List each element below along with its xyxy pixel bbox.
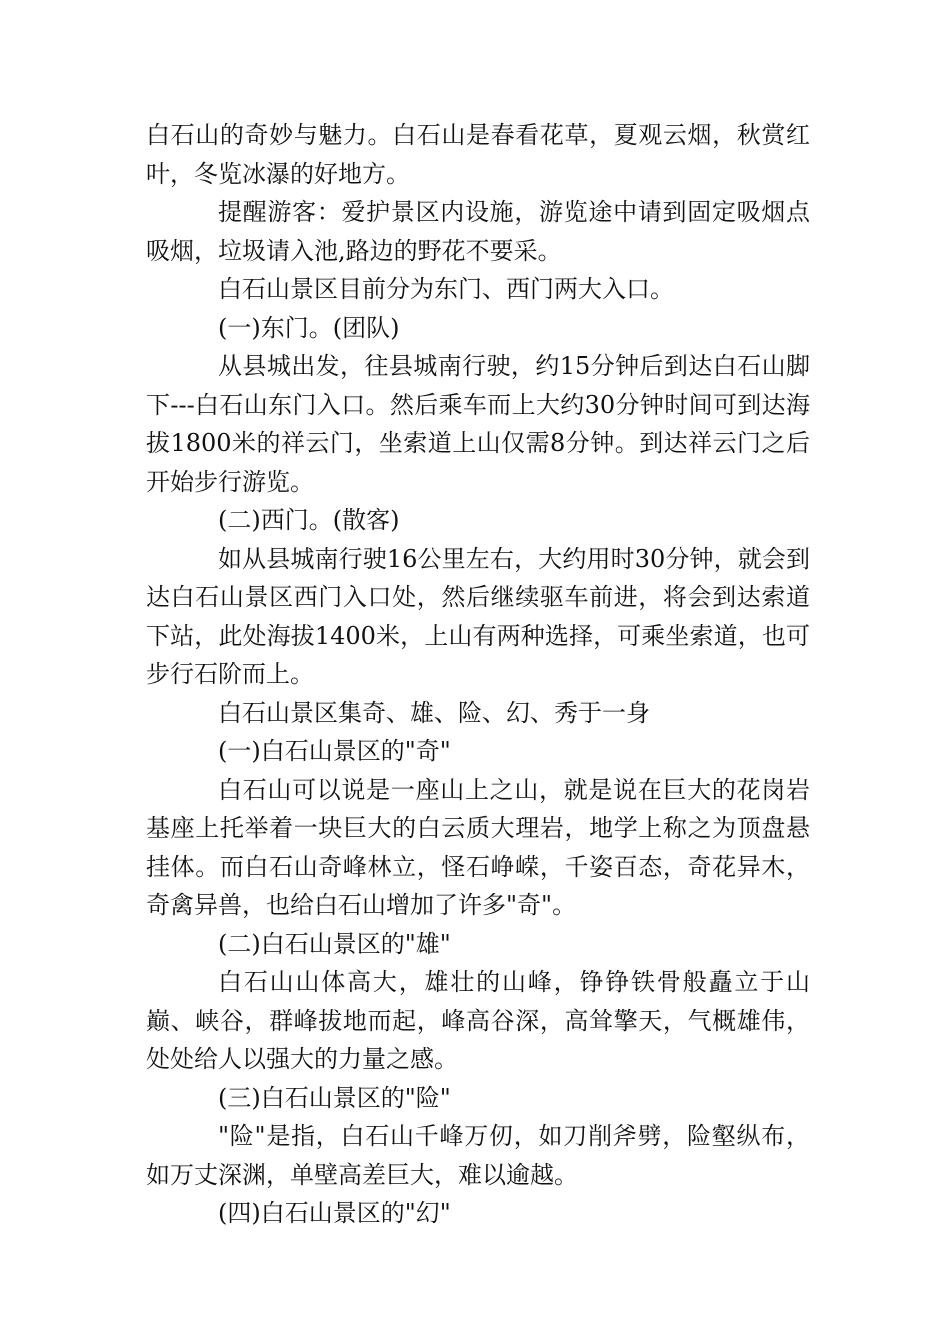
- paragraph-east-gate: 从县城出发，往县城南行驶，约15分钟后到达白石山脚下---白石山东门入口。然后乘车而上大约30分钟时间可到达海拔1800米的祥云门，坐索道上山仅需8分钟。到达祥云门之后开始步行游览。: [146, 352, 810, 496]
- paragraph-xian: "险"是指，白石山千峰万仞，如刀削斧劈，险壑纵布，如万丈深渊，单壁高差巨大，难以逾越。: [146, 1122, 810, 1189]
- paragraph-entrances: 白石山景区目前分为东门、西门两大入口。: [218, 275, 674, 303]
- heading-east-gate: (一)东门。(团队): [218, 313, 400, 342]
- paragraph-west-gate: 如从县城南行驶16公里左右，大约用时30分钟，就会到达白石山景区西门入口处，然后继续驱车前进，将会到达索道下站，此处海拔1400米，上山有两种选择，可乘坐索道，也可步行石阶而上。: [146, 544, 810, 688]
- paragraph-intro: 白石山的奇妙与魅力。白石山是春看花草，夏观云烟，秋赏红叶，冬览冰瀑的好地方。: [146, 121, 810, 188]
- paragraph-xiong: 白石山山体高大，雄壮的山峰，铮铮铁骨般矗立于山巅、峡谷，群峰拔地而起，峰高谷深，高耸擎天，气概雄伟，处处给人以强大的力量之感。: [146, 968, 810, 1073]
- heading-xian: (三)白石山景区的"险": [218, 1083, 451, 1112]
- heading-west-gate: (二)西门。(散客): [218, 506, 400, 534]
- paragraph-qi: 白石山可以说是一座山上之山，就是说在巨大的花岗岩基座上托举着一块巨大的白云质大理岩，地学上称之为顶盘悬挂体。而白石山奇峰林立，怪石峥嵘，千姿百态，奇花异木，奇禽异兽，也给白石山增加了许多"奇"。: [146, 775, 810, 919]
- heading-xiong: (二)白石山景区的"雄": [218, 929, 451, 958]
- paragraph-visitor-reminder: 提醒游客：爱护景区内设施，游览途中请到固定吸烟点吸烟，垃圾请入池,路边的野花不要采。: [146, 198, 810, 265]
- paragraph-features-summary: 白石山景区集奇、雄、险、幻、秀于一身: [218, 698, 650, 727]
- document-body: [146, 116, 810, 1233]
- heading-qi: (一)白石山景区的"奇": [218, 737, 451, 765]
- heading-huan: (四)白石山景区的"幻": [218, 1199, 451, 1227]
